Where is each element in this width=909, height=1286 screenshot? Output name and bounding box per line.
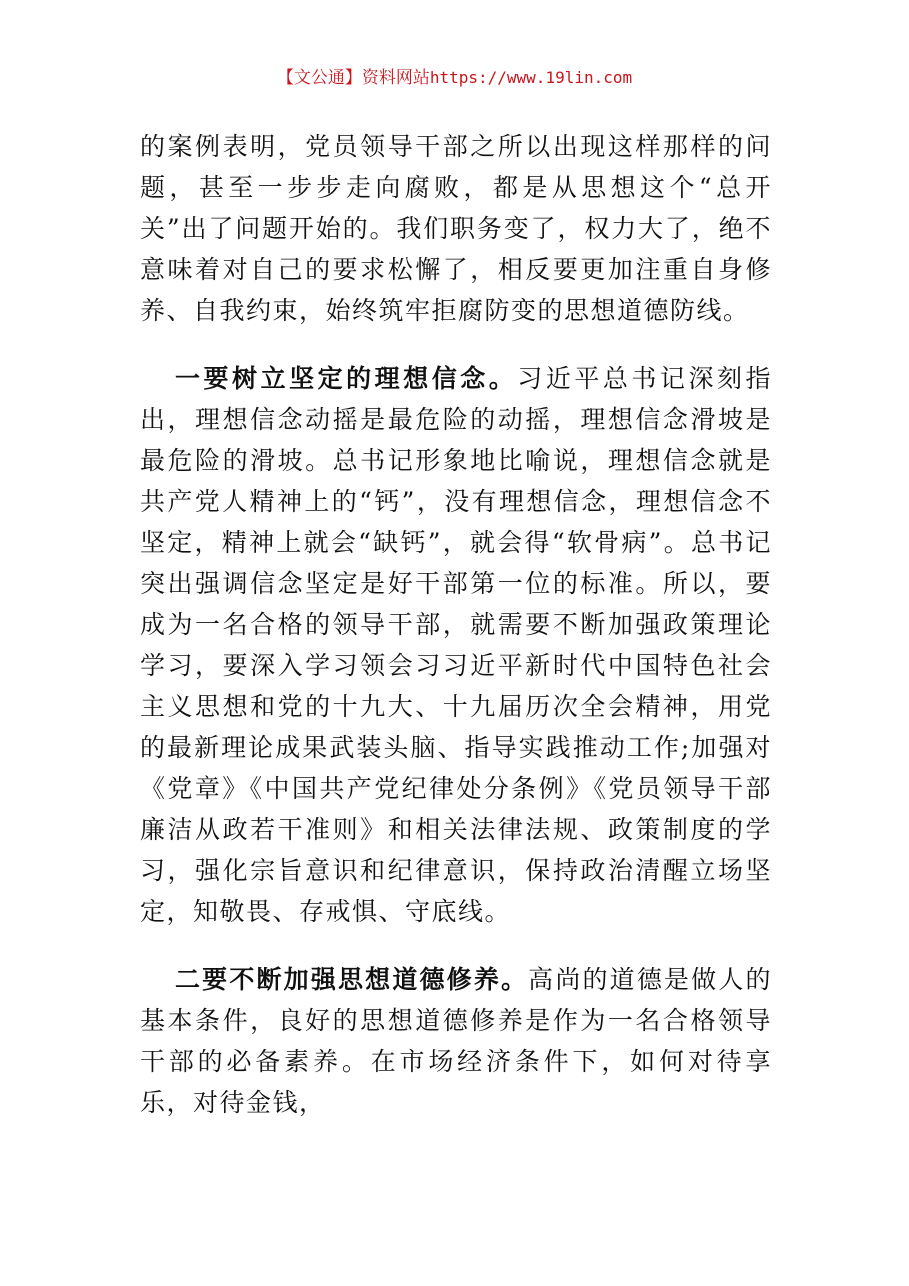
site-brand: 【文公通】资料网站 [276,68,430,88]
paragraph-ideals [140,358,772,932]
paragraph-heading: 一要树立坚定的理想信念。 [175,364,518,393]
paragraph-text: 的案例表明，党员领导干部之所以出现这样那样的问题，甚至一步步走向腐败，都是从思想这个“总开关”出了问题开始的。我们职务变了，权力大了，绝不意味着对自己的要求松懈了，相反要更加注重自身修养、自我约束，始终筑牢拒腐防变的思想道德防线。 [140,132,772,325]
paragraph-intro [140,126,772,331]
paragraph-morality [140,959,772,1123]
site-header [0,66,909,90]
site-url-link[interactable]: https://www.19lin.com [429,68,633,87]
paragraph-text: 高尚的道德是做人的基本条件，良好的思想道德修养是作为一名合格领导干部的必备素养。在市场经济条件下，如何对待享乐，对待金钱， [140,965,772,1117]
paragraph-text: 习近平总书记深刻指出，理想信念动摇是最危险的动摇，理想信念滑坡是最危险的滑坡。总书记形象地比喻说，理想信念就是共产党人精神上的“钙”，没有理想信念，理想信念不坚定，精神上就会“缺钙”，就会得“软骨病”。总书记突出强调信念坚定是好干部第一位的标准。所以，要成为一名合格的领导干部，就需要不断加强政策理论学习，要深入学习领会习习近平新时代中国特色社会主义思想和党的十九大、十九届历次全会精神，用党的最新理论成果武装头脑、指导实践推动工作;加强对《党章》《中国共产党纪律处分条例》《党员领导干部廉洁从政若干准则》和相关法律法规、政策制度的学习，强化宗旨意识和纪律意识，保持政治清醒立场坚定，知敬畏、存戒惧、守底线。 [140,364,772,926]
paragraph-heading: 二要不断加强思想道德修养。 [175,965,529,994]
document-body [140,126,772,1123]
